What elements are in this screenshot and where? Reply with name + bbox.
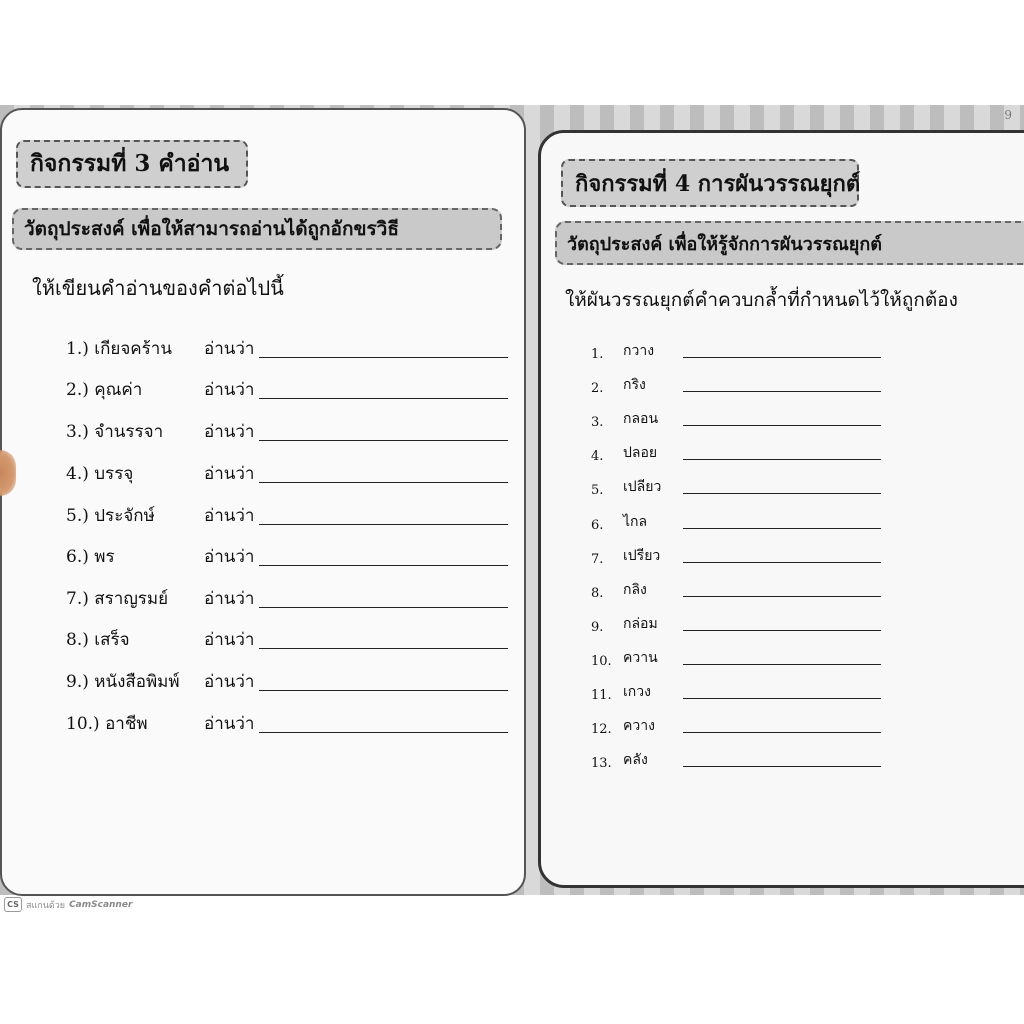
page-number: 9 xyxy=(1004,108,1012,122)
item-number: 3. xyxy=(591,415,604,430)
tone-item xyxy=(591,474,891,498)
answer-line[interactable] xyxy=(259,732,508,733)
reading-item: 1.) เกียจคร้าน อ่านว่า xyxy=(66,338,508,362)
item-number: 11. xyxy=(591,688,612,703)
item-number: 8. xyxy=(591,586,604,601)
camscanner-logo-icon: CS xyxy=(4,897,22,912)
left-worksheet-page xyxy=(0,108,526,896)
item-number: 4. xyxy=(591,449,604,464)
reads-label: อ่านว่า xyxy=(204,714,255,734)
tone-item xyxy=(591,338,891,362)
answer-line[interactable] xyxy=(683,425,881,426)
item-word: กล่อม xyxy=(623,616,658,632)
item-word: กริง xyxy=(623,377,646,393)
reading-item: 7.) สราญรมย์ อ่านว่า xyxy=(66,588,508,612)
answer-line[interactable] xyxy=(683,459,881,460)
item-number: 13. xyxy=(591,756,612,771)
right-worksheet-page xyxy=(538,130,1024,888)
reading-item: 2.) คุณค่า อ่านว่า xyxy=(66,379,508,403)
answer-line[interactable] xyxy=(683,698,881,699)
reading-item: 6.) พร อ่านว่า xyxy=(66,546,508,570)
answer-line[interactable] xyxy=(259,690,508,691)
answer-line[interactable] xyxy=(683,766,881,767)
activity-4-title: กิจกรรมที่ 4 การผันวรรณยุกต์ xyxy=(561,159,859,207)
camscanner-brand: CamScanner xyxy=(69,899,133,910)
reading-item: 8.) เสร็จ อ่านว่า xyxy=(66,629,508,653)
activity-3-objective: วัตถุประสงค์ เพื่อให้สามารถอ่านได้ถูกอักขรวิธี xyxy=(12,208,502,250)
answer-line[interactable] xyxy=(259,565,508,566)
item-word: กลิง xyxy=(623,582,647,598)
item-number: 12. xyxy=(591,722,612,737)
reading-item: 3.) จำนรรจา อ่านว่า xyxy=(66,421,508,445)
answer-line[interactable] xyxy=(259,648,508,649)
reads-label: อ่านว่า xyxy=(204,422,255,442)
reading-item: 5.) ประจักษ์ อ่านว่า xyxy=(66,505,508,529)
answer-line[interactable] xyxy=(259,398,508,399)
reads-label: อ่านว่า xyxy=(204,464,255,484)
item-number: 5. xyxy=(591,483,604,498)
tone-item xyxy=(591,577,891,601)
answer-line[interactable] xyxy=(683,357,881,358)
item-word: ควาง xyxy=(623,718,655,734)
answer-line[interactable] xyxy=(683,732,881,733)
item-number: 6. xyxy=(591,518,604,533)
item-word: เปรียว xyxy=(623,548,661,564)
item-number: 7. xyxy=(591,552,604,567)
item-number: 2. xyxy=(591,381,604,396)
reads-label: อ่านว่า xyxy=(204,339,255,359)
answer-line[interactable] xyxy=(683,528,881,529)
reading-item: 9.) หนังสือพิมพ์ อ่านว่า xyxy=(66,671,508,695)
answer-line[interactable] xyxy=(259,524,508,525)
item-word: เกวง xyxy=(623,684,651,700)
reads-label: อ่านว่า xyxy=(204,589,255,609)
item-number: 1. xyxy=(591,347,604,362)
tone-item xyxy=(591,611,891,635)
item-word: กลอน xyxy=(623,411,659,427)
answer-line[interactable] xyxy=(683,391,881,392)
answer-line[interactable] xyxy=(259,482,508,483)
item-word: ควาน xyxy=(623,650,658,666)
tone-item xyxy=(591,543,891,567)
answer-line[interactable] xyxy=(683,630,881,631)
tone-item xyxy=(591,406,891,430)
camscanner-watermark xyxy=(4,897,132,912)
activity-4-instruction: ให้ผันวรรณยุกต์คำควบกล้ำที่กำหนดไว้ให้ถูกต้อง xyxy=(565,289,958,311)
item-word: กวาง xyxy=(623,343,655,359)
answer-line[interactable] xyxy=(259,440,508,441)
reading-item: 4.) บรรจุ อ่านว่า xyxy=(66,463,508,487)
tone-item xyxy=(591,372,891,396)
activity-3-instruction: ให้เขียนคำอ่านของคำต่อไปนี้ xyxy=(32,276,284,300)
answer-line[interactable] xyxy=(259,357,508,358)
reads-label: อ่านว่า xyxy=(204,547,255,567)
reads-label: อ่านว่า xyxy=(204,672,255,692)
item-word: ปลอย xyxy=(623,445,658,461)
tone-item xyxy=(591,645,891,669)
reads-label: อ่านว่า xyxy=(204,630,255,650)
activity-4-objective: วัตถุประสงค์ เพื่อให้รู้จักการผันวรรณยุกต์ xyxy=(555,221,1024,265)
reading-item: 10.) อาชีพ อ่านว่า xyxy=(66,713,508,737)
tone-item xyxy=(591,747,891,771)
item-word: ไกล xyxy=(623,514,648,530)
answer-line[interactable] xyxy=(683,562,881,563)
item-word: เปลียว xyxy=(623,479,662,495)
tone-item xyxy=(591,509,891,533)
activity-3-title: กิจกรรมที่ 3 คำอ่าน xyxy=(16,140,248,188)
reads-label: อ่านว่า xyxy=(204,380,255,400)
answer-line[interactable] xyxy=(683,493,881,494)
item-word: คลัง xyxy=(623,752,648,768)
tone-item xyxy=(591,713,891,737)
tone-item xyxy=(591,679,891,703)
tone-item xyxy=(591,440,891,464)
item-number: 9. xyxy=(591,620,604,635)
scanned-with-label: สแกนด้วย xyxy=(26,900,66,911)
reads-label: อ่านว่า xyxy=(204,506,255,526)
answer-line[interactable] xyxy=(259,607,508,608)
answer-line[interactable] xyxy=(683,664,881,665)
answer-line[interactable] xyxy=(683,596,881,597)
item-number: 10. xyxy=(591,654,612,669)
